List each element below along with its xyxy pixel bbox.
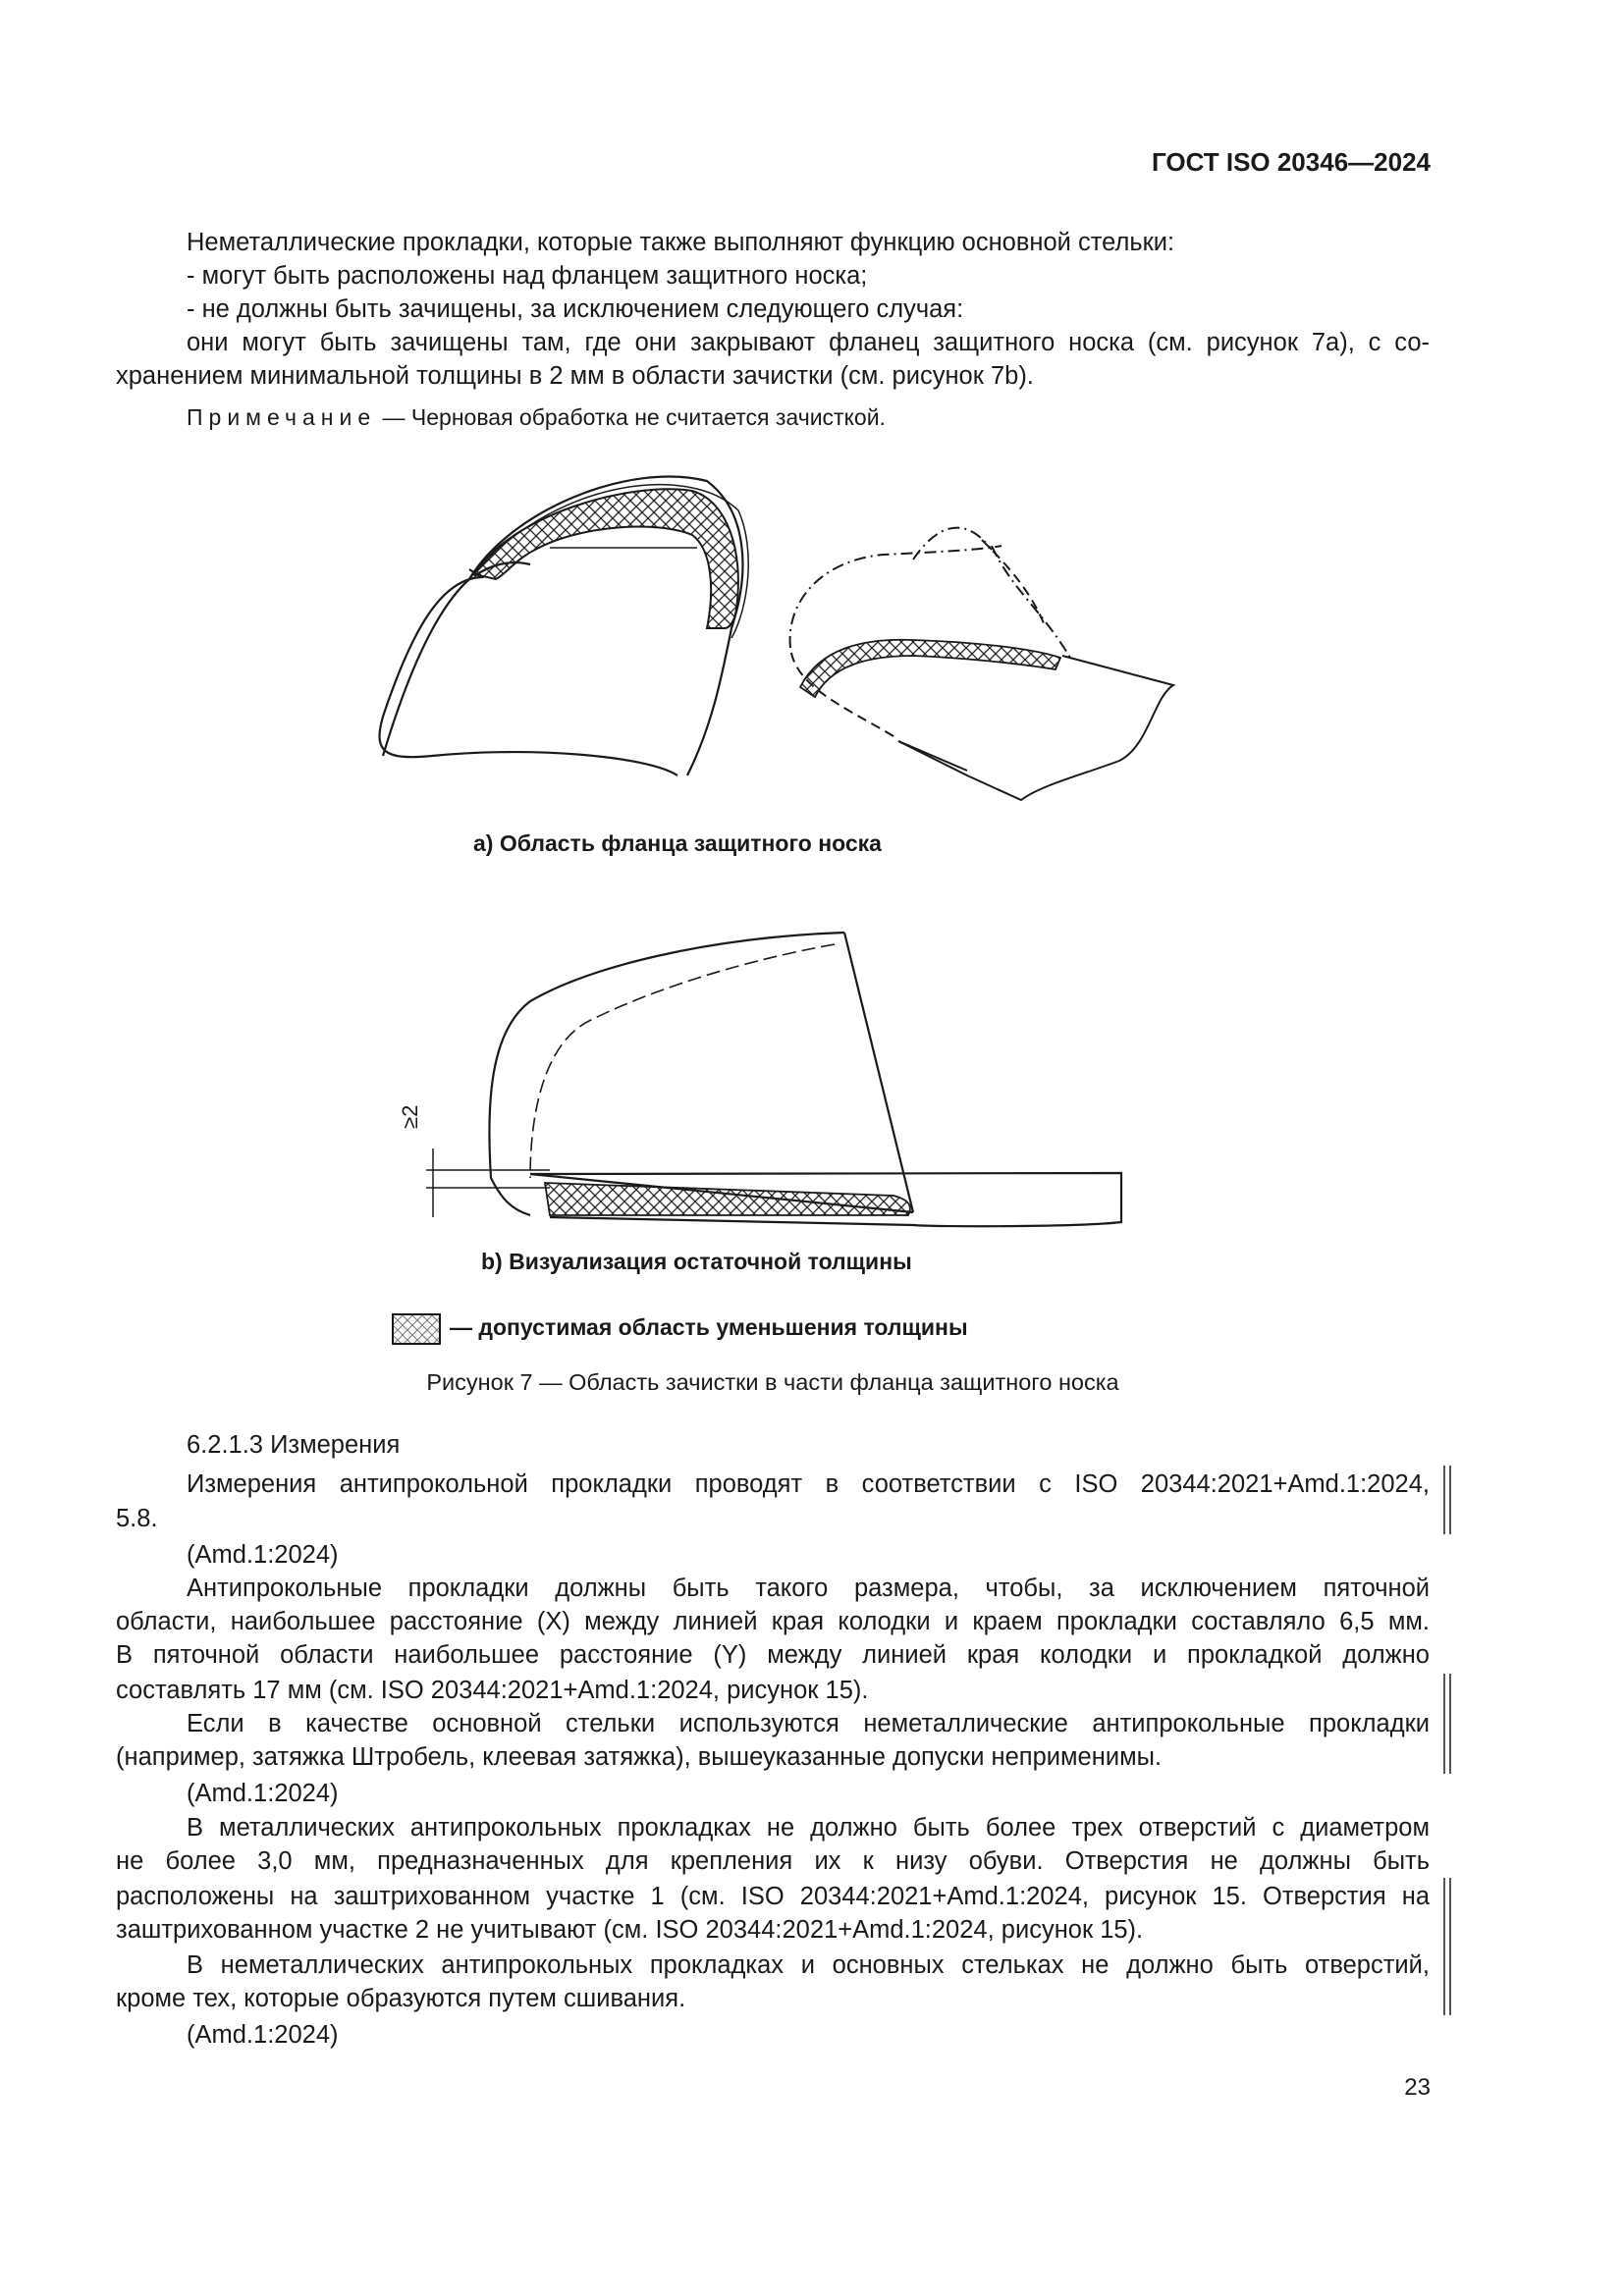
residual-thickness-illustration <box>426 933 1121 1226</box>
change-bar-1 <box>1443 1466 1451 1534</box>
note-text: Черновая обработка не считается зачисткой. <box>410 404 886 430</box>
change-bar-2 <box>1443 1674 1451 1774</box>
document-code-header: ГОСТ ISO 20346—2024 <box>1151 147 1431 177</box>
caption-b: b) Визуализация остаточной толщины <box>481 1249 912 1274</box>
residual-thickness-hatch <box>545 1183 910 1215</box>
change-bar-3 <box>1443 1878 1451 2015</box>
flange-hatch-area-a2 <box>800 640 1060 697</box>
p5-line-1: В неметаллических антипрокольных прокладках и основных стельках не должно быть отверстий, <box>187 1951 1430 1979</box>
intro-line-1: Неметаллические прокладки, которые также выполняют функцию основной стельки: <box>187 229 1175 256</box>
p1-line-2: 5.8. <box>116 1505 158 1532</box>
intro-line-5: хранением минимальной толщины в 2 мм в области зачистки (см. рисунок 7b). <box>116 362 1034 390</box>
amd-note-2: (Amd.1:2024) <box>187 1780 339 1807</box>
amd-note-1: (Amd.1:2024) <box>187 1541 339 1569</box>
legend-text: — допустимая область уменьшения толщины <box>450 1314 968 1340</box>
p2-line-3: В пяточной области наибольшее расстояние (Y) между линией края колодки и прокладкой должно <box>116 1641 1430 1669</box>
caption-a: а) Область фланца защитного носка <box>473 830 882 856</box>
p4-line-2: не более 3,0 мм, предназначенных для крепления их к низу обуви. Отверстия не должны быть <box>116 1847 1430 1875</box>
note-dash: — <box>382 404 406 430</box>
note-label: Примечание <box>187 404 377 430</box>
p4-line-4: заштрихованном участке 2 не учитывают (см. ISO 20344:2021+Amd.1:2024, рисунок 15). <box>116 1916 1144 1944</box>
legend-hatch-swatch <box>393 1314 440 1344</box>
p3-line-1: Если в качестве основной стельки используются неметаллические антипрокольные прокладки <box>187 1710 1430 1737</box>
page-number: 23 <box>1404 2074 1431 2101</box>
p5-line-2: кроме тех, которые образуются путем сшивания. <box>116 1985 686 2012</box>
intro-line-4: они могут быть зачищены там, где они закрывают фланец защитного носка (см. рисунок 7a), с со- <box>187 329 1430 356</box>
p2-line-2: области, наибольшее расстояние (X) между линией края колодки и краем прокладки составляло 6,5 мм. <box>116 1608 1430 1635</box>
figure-title: Рисунок 7 — Область зачистки в части фланца защитного носка <box>426 1369 1119 1395</box>
p1-line-1: Измерения антипрокольной прокладки проводят в соответствии с ISO 20344:2021+Amd.1:2024, <box>187 1470 1430 1498</box>
section-heading: 6.2.1.3 Измерения <box>187 1431 401 1459</box>
p4-line-1: В металлических антипрокольных прокладках не должно быть более трех отверстий с диаметром <box>187 1814 1430 1842</box>
amd-note-3: (Amd.1:2024) <box>187 2021 339 2049</box>
intro-line-3: - не должны быть зачищены, за исключением следующего случая: <box>187 295 964 323</box>
p4-line-3: расположены на заштрихованном участке 1 (см. ISO 20344:2021+Amd.1:2024, рисунок 15. Отверстия на <box>116 1883 1430 1910</box>
flange-hatch-area-a1 <box>474 489 738 628</box>
intro-line-2: - могут быть расположены над фланцем защитного носка; <box>187 262 868 290</box>
dimension-label: ≥2 <box>398 1104 422 1129</box>
p3-line-2: (например, затяжка Штробель, клеевая затяжка), вышеуказанные допуски неприменимы. <box>116 1743 1163 1771</box>
p2-line-1: Антипрокольные прокладки должны быть такого размера, чтобы, за исключением пяточной <box>187 1575 1430 1602</box>
p2-line-4: составлять 17 мм (см. ISO 20344:2021+Amd.1:2024, рисунок 15). <box>116 1677 869 1704</box>
